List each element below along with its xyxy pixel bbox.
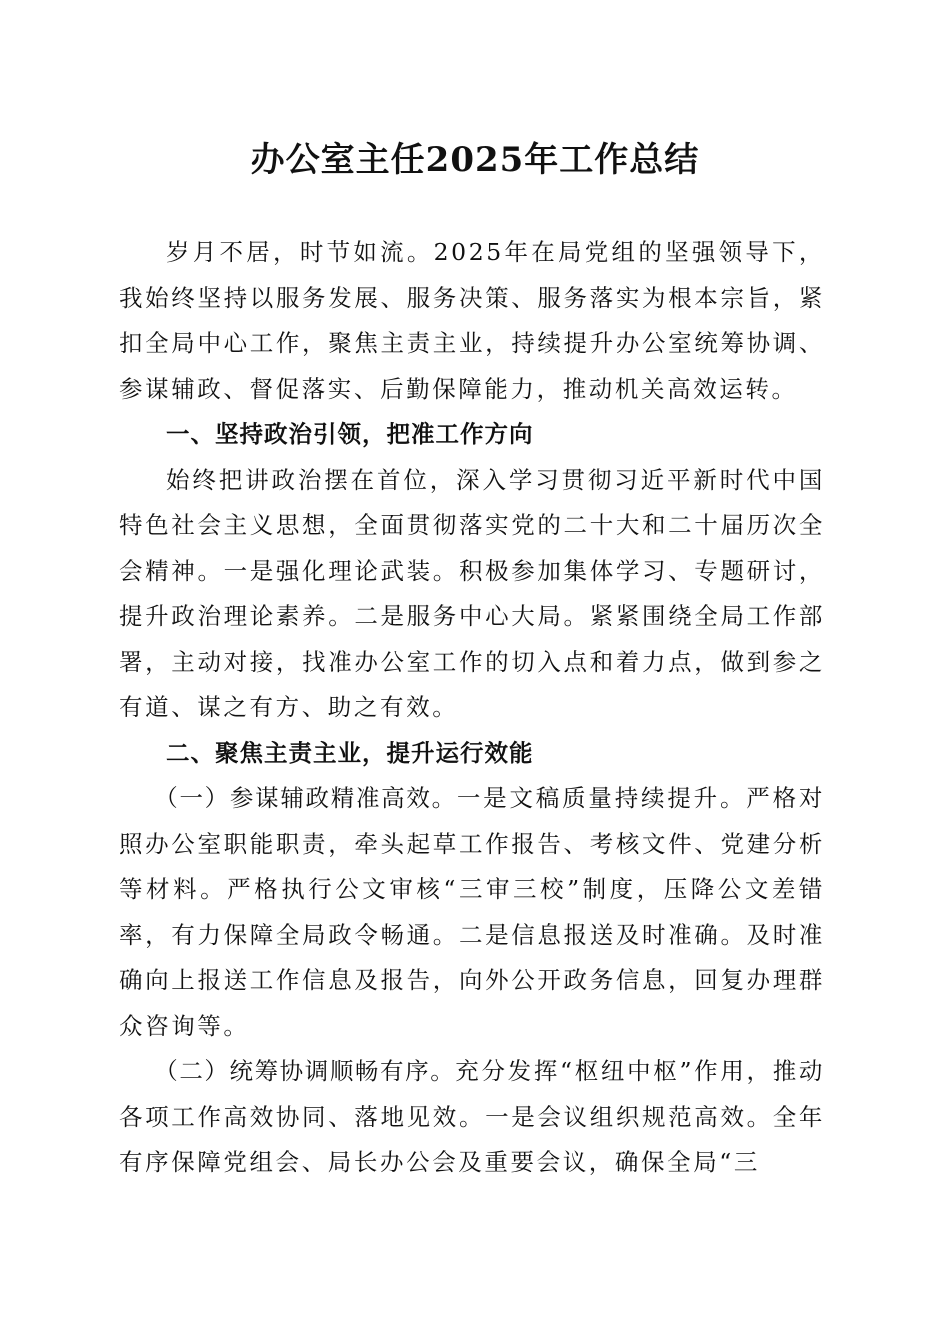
subsection-1-text: 一是文稿质量持续提升。严格对照办公室职能职责，牵头起草工作报告、考核文件、党建分析等材料。严格执行公文审核“三审三校”制度，压降公文差错率，有力保障全局政令畅通。二是信息报送及时准确。及时准确向上报送工作信息及报告，向外公开政务信息，回复办理群众咨询等。	[119, 784, 826, 1040]
subsection-2-text: 充分发挥“枢纽中枢”作用，推动各项工作高效协同、落地见效。一是会议组织规范高效。全年有序保障党组会、局长办公会及重要会议，确保全局“三	[119, 1057, 826, 1176]
subsection-2-heading: （二）统筹协调顺畅有序。	[154, 1057, 456, 1085]
subsection-1-heading: （一）参谋辅政精准高效。	[154, 784, 457, 812]
section-1-paragraph: 始终把讲政治摆在首位，深入学习贯彻习近平新时代中国特色社会主义思想，全面贯彻落实党的二十大和二十届历次全会精神。一是强化理论武装。积极参加集体学习、专题研讨，提升政治理论素养。二是服务中心大局。紧紧围绕全局工作部署，主动对接，找准办公室工作的切入点和着力点，做到参之有道、谋之有方、助之有效。	[119, 465, 825, 721]
subsection-1-paragraph	[119, 776, 825, 1049]
intro-paragraph: 岁月不居，时节如流。2025年在局党组的坚强领导下，我始终坚持以服务发展、服务决策、服务落实为根本宗旨，紧扣全局中心工作，聚焦主责主业，持续提升办公室统筹协调、参谋辅政、督促落实、后勤保障能力，推动机关高效运转。	[119, 238, 825, 403]
section-1-heading: 一、坚持政治引领，把准工作方向	[166, 420, 534, 448]
document-body	[119, 230, 825, 1186]
document-title: 办公室主任2025年工作总结	[250, 140, 700, 180]
subsection-2-paragraph	[119, 1049, 825, 1186]
section-2-heading: 二、聚焦主责主业，提升运行效能	[166, 738, 534, 767]
